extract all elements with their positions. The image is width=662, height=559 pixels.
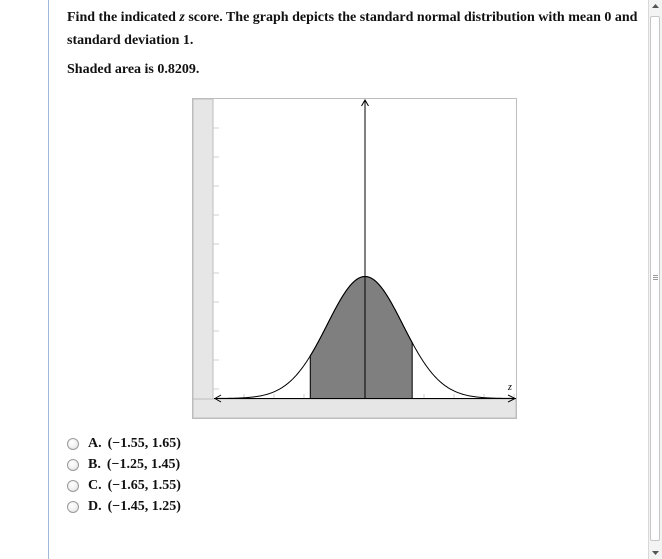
scroll-thumb[interactable]	[650, 16, 660, 541]
question-suffix: score. The graph depicts the standard normal distribution with mean 0 and standard deviation 1.	[67, 10, 638, 48]
radio-button[interactable]	[67, 501, 79, 513]
axis-label-z: z	[508, 382, 512, 393]
question-prefix: Find the indicated	[67, 10, 180, 25]
choice-a[interactable]	[67, 433, 181, 454]
scroll-down-arrow-icon[interactable]	[649, 546, 662, 559]
choice-d[interactable]	[67, 496, 181, 517]
graph-left-bar	[193, 99, 213, 417]
radio-button[interactable]	[67, 438, 79, 450]
graph-bottom-bar	[193, 399, 516, 418]
radio-button[interactable]	[67, 459, 79, 471]
answer-choices	[67, 433, 181, 517]
question-variable: z	[179, 10, 185, 25]
choice-text: (−1.45, 1.25)	[107, 498, 181, 514]
left-divider	[48, 0, 49, 559]
scroll-up-arrow-icon[interactable]	[649, 0, 662, 13]
choice-letter: B.	[88, 456, 101, 472]
choice-text: (−1.65, 1.55)	[107, 477, 181, 493]
given-area-text: Shaded area is 0.8209.	[67, 62, 200, 77]
normal-distribution-graph	[192, 98, 517, 420]
choice-text: (−1.55, 1.65)	[107, 435, 181, 451]
question-text	[67, 6, 645, 52]
vertical-scrollbar[interactable]	[648, 0, 662, 559]
choice-letter: D.	[88, 498, 102, 514]
choice-letter: C.	[88, 477, 102, 493]
choice-letter: A.	[88, 435, 102, 451]
scroll-grip-icon	[653, 275, 658, 281]
choice-text: (−1.25, 1.45)	[106, 456, 181, 472]
radio-button[interactable]	[67, 480, 79, 492]
choice-c[interactable]	[67, 475, 181, 496]
choice-b[interactable]	[67, 454, 181, 475]
